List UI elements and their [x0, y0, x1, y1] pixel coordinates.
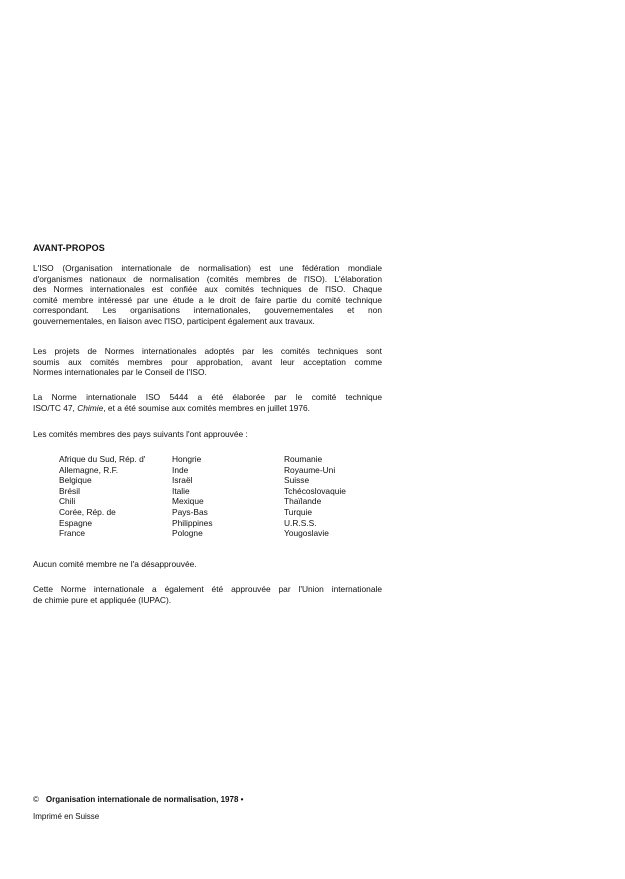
country-item: Roumanie [284, 454, 323, 464]
disapproval-note [33, 559, 382, 570]
country-item: Suisse [284, 475, 310, 486]
copyright-notice [33, 795, 243, 806]
country-item: Tchécoslovaquie [284, 485, 346, 496]
country-item: Yougoslavie [284, 528, 329, 539]
country-item: Royaume-Uni [284, 464, 336, 475]
paragraph-line: de chimie pure et appliquée (IUPAC). [33, 594, 172, 605]
country-item: Belgique [59, 475, 92, 486]
country-item: Pays-Bas [172, 506, 208, 517]
copyright-icon: © [33, 795, 39, 804]
paragraph-line: Cette Norme internationale a également été approuvée par l'Union internationale [33, 584, 382, 594]
country-item: Italie [172, 485, 190, 496]
countries-column-3 [284, 454, 346, 539]
country-item: Corée, Rép. de [59, 506, 116, 517]
country-item: Thaïlande [284, 496, 322, 507]
section-title: AVANT-PROPOS [33, 243, 105, 253]
country-item: Inde [172, 464, 189, 475]
paragraph-line: La Norme internationale ISO 5444 a été élaborée par le comité technique [33, 392, 382, 402]
paragraph-line: Normes internationales par le Conseil de l'ISO. [33, 367, 207, 378]
approving-countries-list [59, 454, 379, 550]
countries-column-2 [172, 454, 213, 539]
country-item: Pologne [172, 528, 203, 539]
paragraph-line: comité membre intéressé par une étude a le droit de faire partie du comité technique [33, 294, 382, 305]
printed-in-notice: Imprimé en Suisse [33, 812, 100, 821]
foreword-paragraph-standard [33, 392, 382, 413]
paragraph-line: L'ISO (Organisation internationale de normalisation) est une fédération mondiale [33, 263, 382, 273]
approval-intro [33, 429, 382, 440]
country-item: France [59, 528, 86, 539]
country-item: Israël [172, 475, 193, 486]
paragraph-line: des Normes internationales est confiée aux comités techniques de l'ISO. Chaque [33, 284, 382, 295]
copyright-text: Organisation internationale de normalisation, 1978 • [45, 795, 244, 804]
iupac-approval-paragraph [33, 584, 382, 605]
country-item: Allemagne, R.F. [59, 464, 119, 475]
country-item: Mexique [172, 496, 204, 507]
paragraph-line: Aucun comité membre ne l'a désapprouvée. [33, 559, 197, 569]
paragraph-line: soumis aux comités membres pour approbation, avant leur acceptation comme [33, 356, 382, 367]
paragraph-line: correspondant. Les organisations internationales, gouvernementales et non [33, 305, 382, 316]
countries-column-1 [59, 454, 145, 539]
paragraph-line: gouvernementales, en liaison avec l'ISO, participent également aux travaux. [33, 315, 315, 326]
country-item: Afrique du Sud, Rép. d' [59, 454, 146, 464]
submission-text: , et a été soumise aux comités membres en juillet 1976. [103, 402, 310, 413]
country-item: Philippines [172, 517, 213, 528]
committee-title: Chimie [77, 402, 104, 413]
country-item: Chili [59, 496, 76, 507]
country-item: Hongrie [172, 454, 202, 464]
paragraph-line: Les projets de Normes internationales adoptés par les comités techniques sont [33, 346, 382, 356]
country-item: U.R.S.S. [284, 517, 317, 528]
country-item: Espagne [59, 517, 93, 528]
foreword-paragraph-drafts [33, 346, 382, 378]
committee-ref: ISO/TC 47, [33, 402, 78, 413]
foreword-paragraph-iso [33, 263, 382, 327]
paragraph-line: Les comités membres des pays suivants l'ont approuvée : [33, 429, 248, 439]
paragraph-line: d'organismes nationaux de normalisation (comités membres de l'ISO). L'élaboration [33, 273, 382, 284]
country-item: Brésil [59, 485, 80, 496]
paragraph-line [33, 403, 382, 414]
country-item: Turquie [284, 506, 313, 517]
